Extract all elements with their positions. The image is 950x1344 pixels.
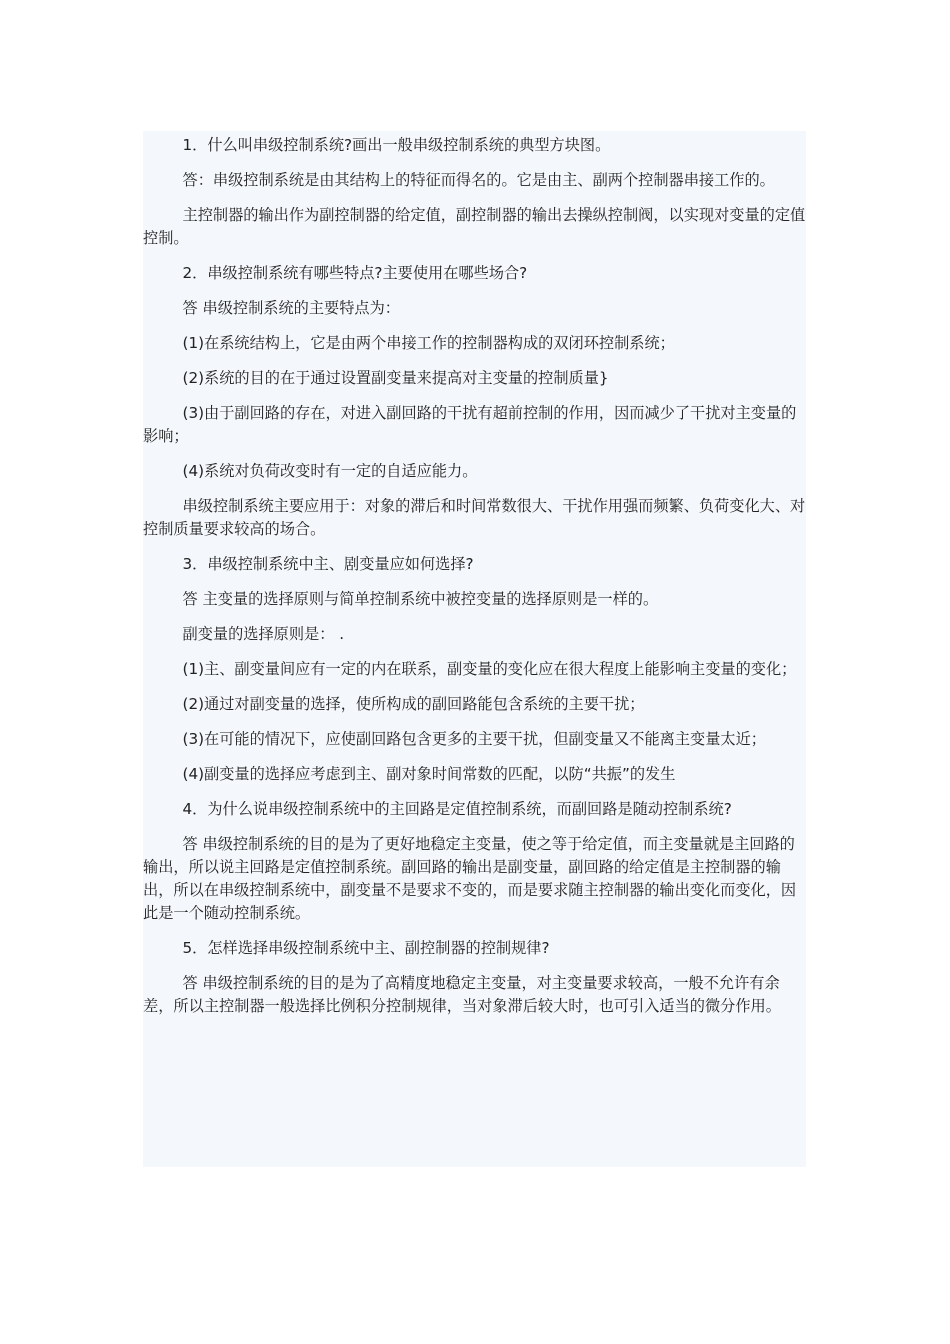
answer-5: 答 串级控制系统的目的是为了高精度地稳定主变量，对主变量要求较高，一般不允许有余差，所以主控制器一般选择比例积分控制规律，当对象滞后较大时，也可引入适当的微分作用。	[143, 974, 781, 1015]
answer-2-item-2: (2)系统的目的在于通过设置副变量来提高对主变量的控制质量}	[182, 369, 609, 387]
answer-3-main-variable: 答 主变量的选择原则与简单控制系统中被控变量的选择原则是一样的。	[182, 590, 659, 608]
answer-4: 答 串级控制系统的目的是为了更好地稳定主变量，使之等于给定值，而主变量就是主回路的输出，所以说主回路是定值控制系统。副回路的输出是副变量，副回路的给定值是主控制器的输出，所以在串级控制系统中，副变量不是要求不变的，而是要求随主控制器的输出变化而变化，因此是一个随动控制系统。	[143, 835, 797, 922]
answer-3-item-3: (3)在可能的情况下，应使副回路包含更多的主要干扰，但副变量又不能离主变量太近；	[182, 730, 766, 748]
question-5: 5．怎样选择串级控制系统中主、副控制器的控制规律?	[182, 939, 550, 957]
answer-3-item-1: (1)主、副变量间应有一定的内在联系，副变量的变化应在很大程度上能影响主变量的变化；	[182, 660, 797, 678]
question-2: 2．串级控制系统有哪些特点?主要使用在哪些场合?	[182, 264, 528, 282]
answer-3-item-4: (4)副变量的选择应考虑到主、副对象时间常数的匹配，以防“共振”的发生	[182, 765, 676, 783]
answer-2-application: 串级控制系统主要应用于：对象的滞后和时间常数很大、干扰作用强而频繁、负荷变化大、对控制质量要求较高的场合。	[143, 497, 806, 538]
answer-2-item-4: (4)系统对负荷改变时有一定的自适应能力。	[182, 462, 478, 480]
answer-3-secondary-intro: 副变量的选择原则是： .	[182, 625, 345, 643]
answer-2-item-3: (3)由于副回路的存在，对进入副回路的干扰有超前控制的作用，因而减少了干扰对主变量的影响；	[143, 404, 797, 445]
question-4: 4．为什么说串级控制系统中的主回路是定值控制系统，而副回路是随动控制系统?	[182, 800, 732, 818]
answer-3-item-2: (2)通过对副变量的选择，使所构成的副回路能包含系统的主要干扰；	[182, 695, 645, 713]
question-3: 3．串级控制系统中主、剧变量应如何选择?	[182, 555, 474, 573]
document-body	[143, 131, 806, 1167]
answer-1-part-2: 主控制器的输出作为副控制器的给定值，副控制器的输出去操纵控制阀，以实现对变量的定值控制。	[143, 206, 806, 247]
question-1: 1．什么叫串级控制系统?画出一般串级控制系统的典型方块图。	[182, 136, 611, 154]
answer-2-intro: 答 串级控制系统的主要特点为：	[182, 299, 400, 317]
answer-1-part-1: 答：串级控制系统是由其结构上的特征而得名的。它是由主、副两个控制器串接工作的。	[182, 171, 775, 189]
answer-2-item-1: (1)在系统结构上，它是由两个串接工作的控制器构成的双闭环控制系统；	[182, 334, 675, 352]
